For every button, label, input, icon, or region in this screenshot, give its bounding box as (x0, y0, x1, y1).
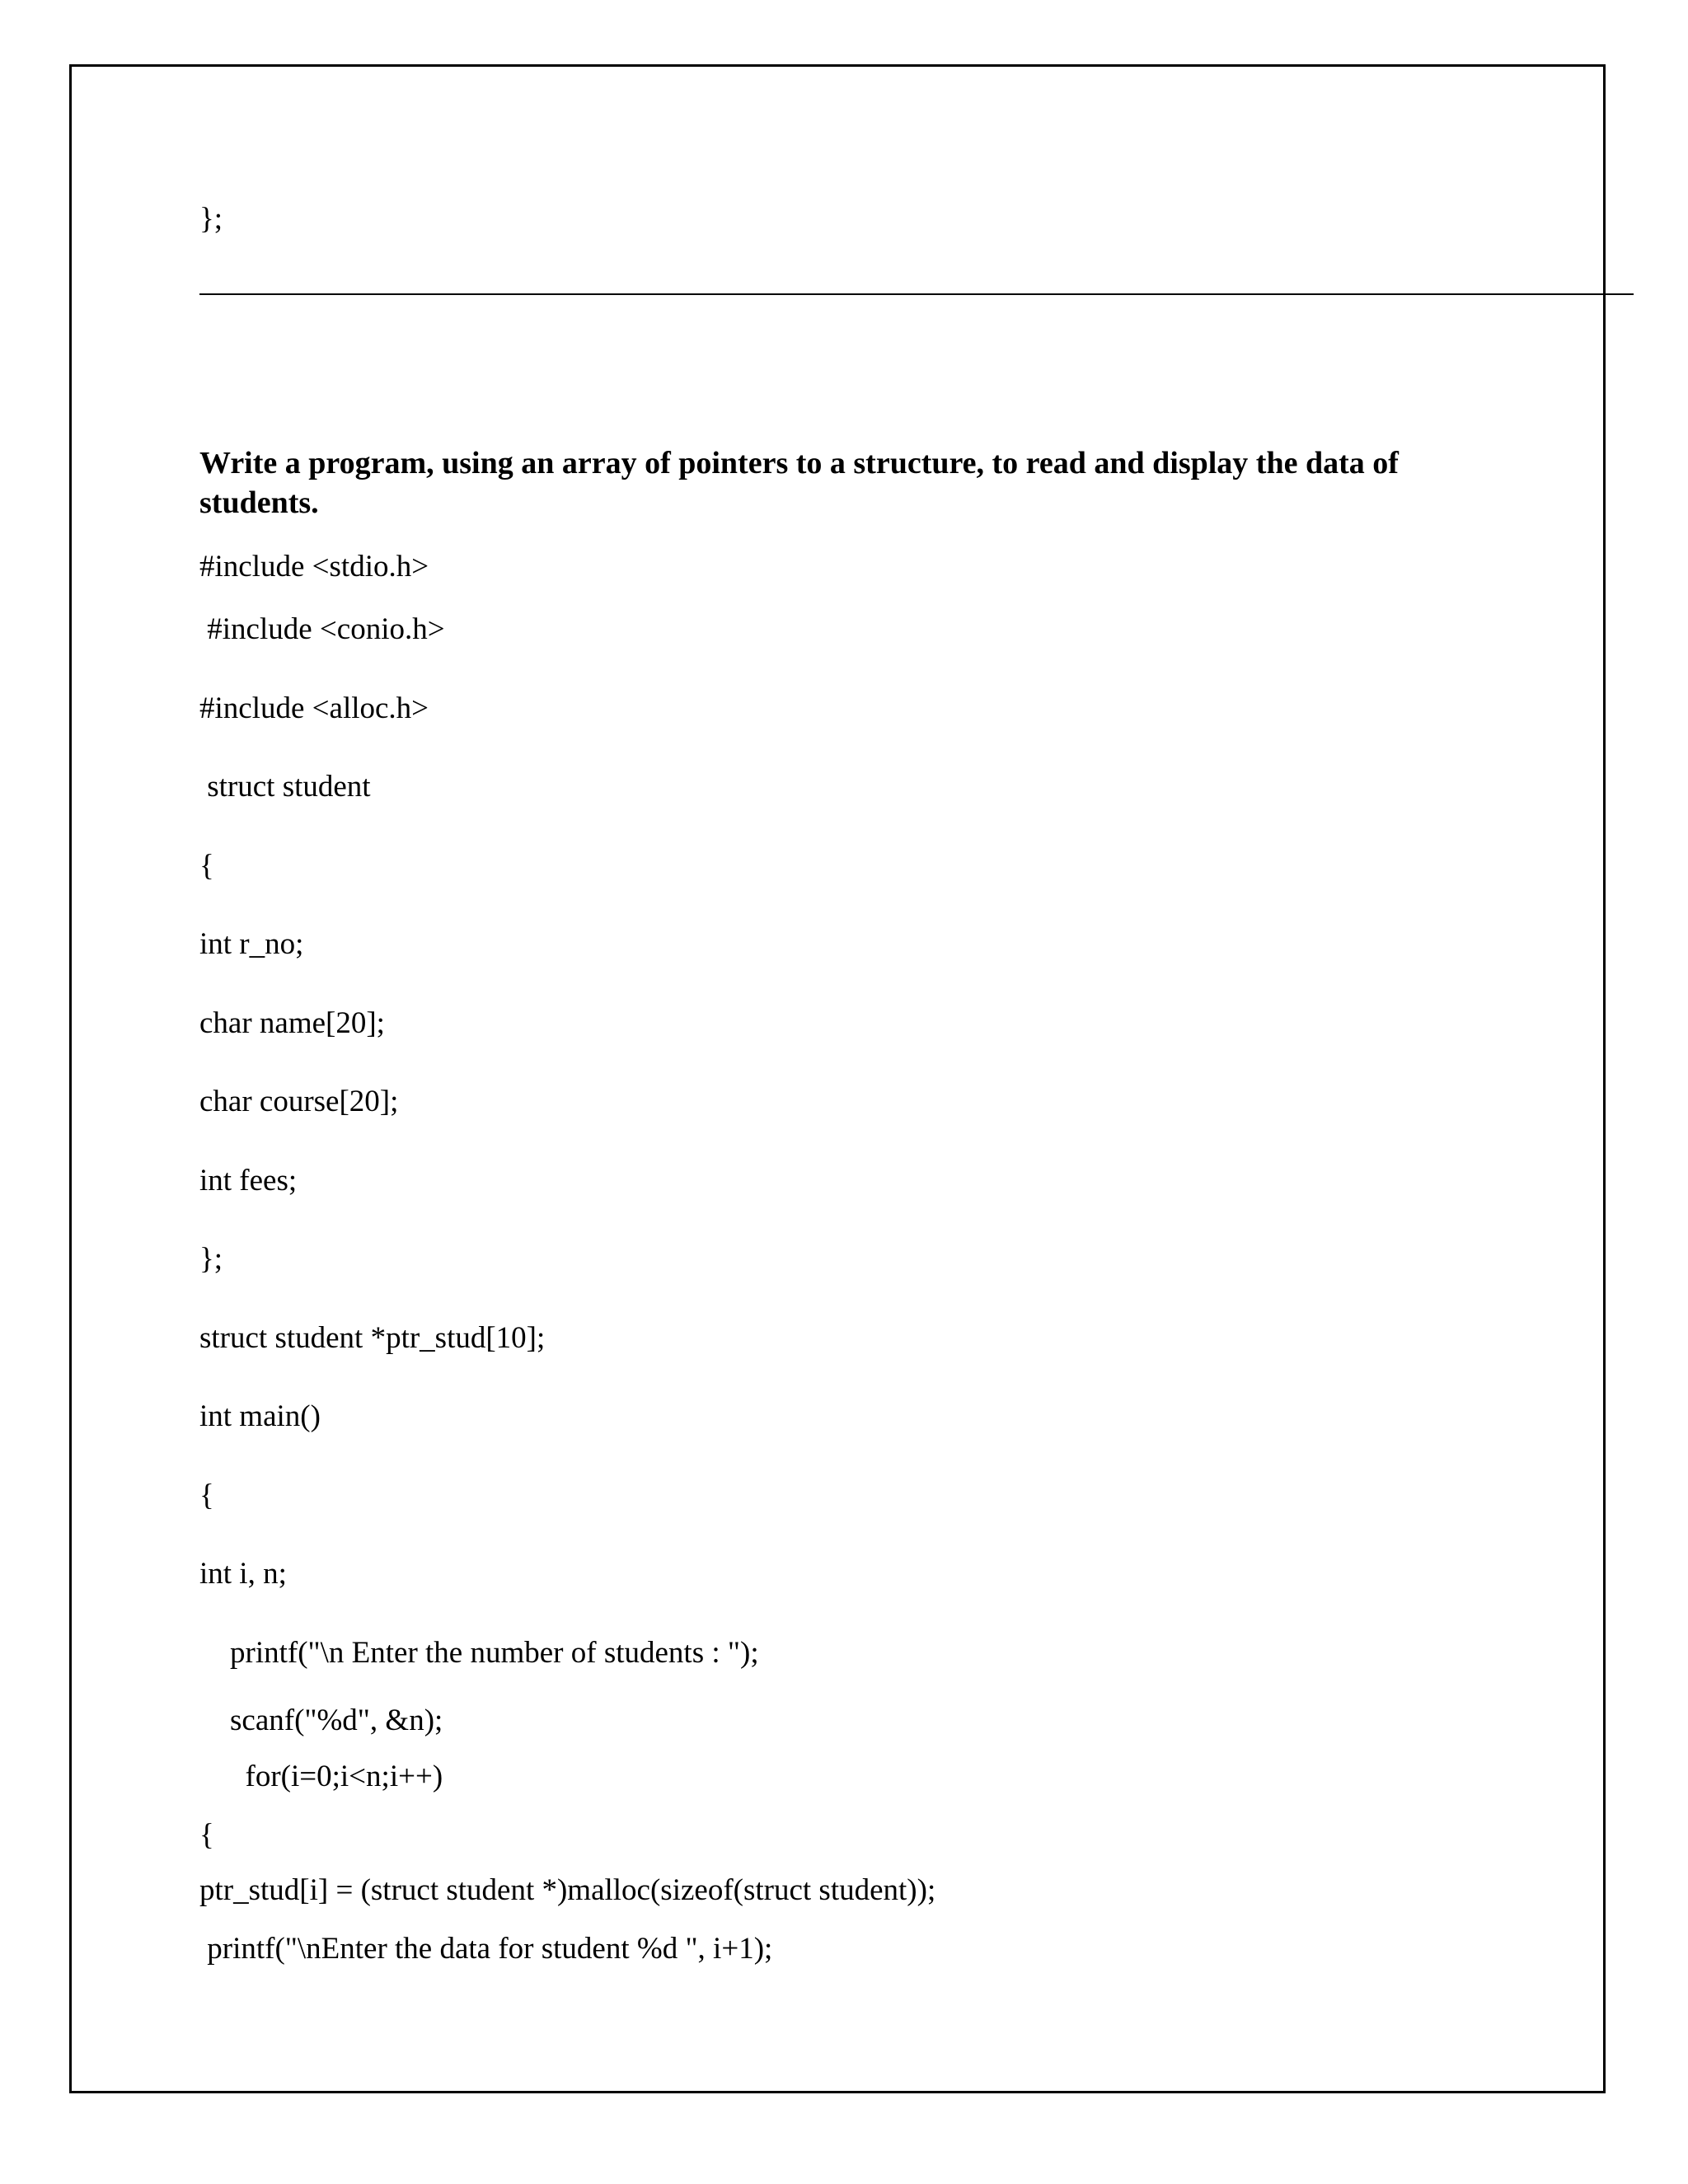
code-line: { (199, 1818, 214, 1852)
code-line: struct student *ptr_stud[10]; (199, 1321, 546, 1355)
code-line: #include <conio.h> (199, 612, 445, 646)
code-line: struct student (199, 770, 371, 804)
code-line: int fees; (199, 1164, 298, 1197)
code-line: ptr_stud[i] = (struct student *)malloc(sizeof(struct student)); (199, 1873, 936, 1907)
code-line: int main() (199, 1399, 321, 1433)
question-heading: Write a program, using an array of pointers to a structure, to read and display the data of students. (199, 446, 1399, 520)
top-code-fragment: }; (199, 202, 223, 236)
code-line: }; (199, 1242, 223, 1276)
code-line: printf("\n Enter the number of students : "); (199, 1636, 759, 1670)
code-line: #include <stdio.h> (199, 550, 429, 583)
code-line: for(i=0;i<n;i++) (199, 1760, 443, 1793)
section-divider (199, 293, 1634, 295)
code-line: int i, n; (199, 1557, 287, 1591)
code-line: #include <alloc.h> (199, 691, 429, 725)
code-line: { (199, 1479, 214, 1512)
code-line: char name[20]; (199, 1006, 385, 1040)
code-line: printf("\nEnter the data for student %d ", i+1); (199, 1932, 773, 1966)
code-line: char course[20]; (199, 1085, 399, 1118)
code-line: { (199, 849, 214, 883)
code-line: scanf("%d", &n); (199, 1704, 443, 1737)
code-line: int r_no; (199, 927, 304, 961)
